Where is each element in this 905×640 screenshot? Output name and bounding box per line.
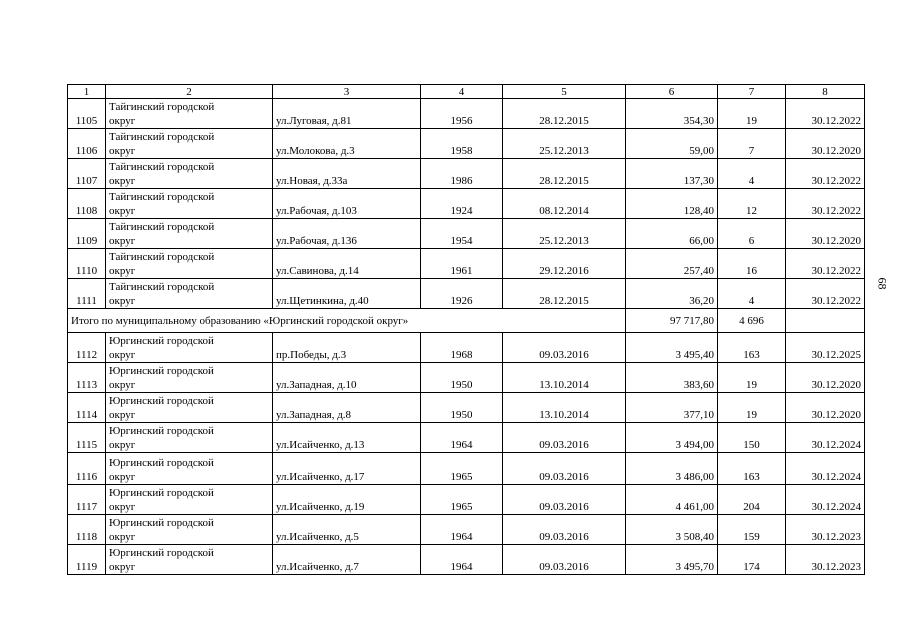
municipality-name-line2: округ [109,349,136,361]
year-built: 1986 [421,159,503,189]
table-row [68,545,865,575]
planned-date: 30.12.2024 [786,485,865,515]
recognition-date: 28.12.2015 [503,99,626,129]
municipality-name-line1: Тайгинский городской [109,131,215,143]
area: 383,60 [626,363,718,393]
municipality-name-line2: округ [109,471,136,483]
residents-count: 19 [718,393,786,423]
row-number: 1110 [68,249,106,279]
planned-date: 30.12.2024 [786,423,865,453]
residents-count: 159 [718,515,786,545]
municipality-name-line2: округ [109,409,136,421]
municipality-name-line1: Юргинский городской [109,487,214,499]
area: 377,10 [626,393,718,423]
row-number: 1114 [68,393,106,423]
total-label: Итого по муниципальному образованию «Юргинский городской округ» [68,309,626,333]
residents-count: 16 [718,249,786,279]
column-number: 1 [68,85,106,99]
address: ул.Исайченко, д.7 [273,545,421,575]
area: 257,40 [626,249,718,279]
column-number: 8 [786,85,865,99]
table-row [68,159,865,189]
year-built: 1964 [421,515,503,545]
recognition-date: 09.03.2016 [503,545,626,575]
municipality-name-line2: округ [109,115,136,127]
municipality-name-line2: округ [109,379,136,391]
municipality-name-line2: округ [109,235,136,247]
municipality-name-line2: округ [109,531,136,543]
area: 66,00 [626,219,718,249]
recognition-date: 25.12.2013 [503,219,626,249]
municipality-name-line2: округ [109,265,136,277]
column-number: 2 [106,85,273,99]
area: 4 461,00 [626,485,718,515]
municipality-name [106,545,273,575]
address: ул.Исайченко, д.13 [273,423,421,453]
total-empty-cell [786,309,865,333]
municipality-name-line1: Тайгинский городской [109,221,215,233]
recognition-date: 29.12.2016 [503,249,626,279]
municipality-name [106,485,273,515]
year-built: 1961 [421,249,503,279]
planned-date: 30.12.2022 [786,189,865,219]
year-built: 1950 [421,393,503,423]
year-built: 1950 [421,363,503,393]
column-number: 7 [718,85,786,99]
municipality-name [106,189,273,219]
year-built: 1926 [421,279,503,309]
table-row [68,249,865,279]
planned-date: 30.12.2023 [786,545,865,575]
table-row [68,515,865,545]
recognition-date: 08.12.2014 [503,189,626,219]
year-built: 1965 [421,453,503,485]
address: ул.Западная, д.8 [273,393,421,423]
year-built: 1968 [421,333,503,363]
recognition-date: 09.03.2016 [503,515,626,545]
residents-count: 4 [718,159,786,189]
row-number: 1108 [68,189,106,219]
page-number: 68 [875,277,890,290]
address: ул.Исайченко, д.17 [273,453,421,485]
municipality-name-line1: Юргинский городской [109,425,214,437]
address: ул.Луговая, д.81 [273,99,421,129]
column-number: 4 [421,85,503,99]
municipality-name [106,159,273,189]
area: 128,40 [626,189,718,219]
table-row [68,363,865,393]
residents-count: 6 [718,219,786,249]
area: 36,20 [626,279,718,309]
table-row [68,333,865,363]
municipality-name-line2: округ [109,175,136,187]
row-number: 1106 [68,129,106,159]
address: ул.Рабочая, д.103 [273,189,421,219]
municipality-name [106,363,273,393]
municipality-name-line1: Тайгинский городской [109,161,215,173]
recognition-date: 25.12.2013 [503,129,626,159]
table-row [68,279,865,309]
municipality-name-line1: Юргинский городской [109,547,214,559]
municipality-name-line1: Тайгинский городской [109,281,215,293]
column-number: 5 [503,85,626,99]
planned-date: 30.12.2023 [786,515,865,545]
year-built: 1924 [421,189,503,219]
planned-date: 30.12.2022 [786,99,865,129]
year-built: 1954 [421,219,503,249]
residents-count: 204 [718,485,786,515]
municipality-name-line2: округ [109,561,136,573]
column-number: 3 [273,85,421,99]
column-number: 6 [626,85,718,99]
municipality-name [106,515,273,545]
planned-date: 30.12.2022 [786,249,865,279]
municipality-name-line1: Юргинский городской [109,335,214,347]
municipality-name-line2: округ [109,501,136,513]
municipality-name-line1: Тайгинский городской [109,251,215,263]
area: 3 508,40 [626,515,718,545]
municipality-name-line2: округ [109,145,136,157]
year-built: 1956 [421,99,503,129]
residents-count: 174 [718,545,786,575]
residents-count: 7 [718,129,786,159]
residents-count: 150 [718,423,786,453]
planned-date: 30.12.2020 [786,363,865,393]
municipality-name-line1: Юргинский городской [109,395,214,407]
table-row [68,189,865,219]
address: ул.Щетинкина, д.40 [273,279,421,309]
residents-count: 19 [718,363,786,393]
municipality-name-line2: округ [109,439,136,451]
area: 3 495,70 [626,545,718,575]
address: ул.Молокова, д.3 [273,129,421,159]
table-row [68,453,865,485]
planned-date: 30.12.2022 [786,159,865,189]
municipality-name-line1: Юргинский городской [109,457,214,469]
row-number: 1109 [68,219,106,249]
municipality-name-line1: Юргинский городской [109,365,214,377]
table-row [68,129,865,159]
row-number: 1119 [68,545,106,575]
municipality-name [106,99,273,129]
municipality-name-line1: Тайгинский городской [109,101,215,113]
planned-date: 30.12.2022 [786,279,865,309]
municipality-name-line2: округ [109,295,136,307]
residents-count: 163 [718,333,786,363]
year-built: 1964 [421,423,503,453]
row-number: 1116 [68,453,106,485]
municipality-name [106,423,273,453]
row-number: 1117 [68,485,106,515]
address: ул.Западная, д.10 [273,363,421,393]
municipality-name [106,279,273,309]
residents-count: 12 [718,189,786,219]
column-number-row [68,85,865,99]
housing-table [67,84,865,575]
recognition-date: 28.12.2015 [503,279,626,309]
row-number: 1107 [68,159,106,189]
recognition-date: 09.03.2016 [503,453,626,485]
total-row [68,309,865,333]
municipality-name [106,333,273,363]
municipality-name [106,249,273,279]
municipality-name-line1: Юргинский городской [109,517,214,529]
recognition-date: 09.03.2016 [503,485,626,515]
area: 354,30 [626,99,718,129]
address: ул.Исайченко, д.5 [273,515,421,545]
area: 3 494,00 [626,423,718,453]
municipality-name [106,129,273,159]
recognition-date: 13.10.2014 [503,363,626,393]
residents-count: 4 [718,279,786,309]
table-row [68,393,865,423]
recognition-date: 09.03.2016 [503,423,626,453]
residents-count: 163 [718,453,786,485]
area: 3 486,00 [626,453,718,485]
year-built: 1964 [421,545,503,575]
municipality-name [106,453,273,485]
municipality-name [106,219,273,249]
municipality-name-line1: Тайгинский городской [109,191,215,203]
total-area: 97 717,80 [626,309,718,333]
total-residents: 4 696 [718,309,786,333]
planned-date: 30.12.2020 [786,393,865,423]
table-row [68,219,865,249]
planned-date: 30.12.2025 [786,333,865,363]
planned-date: 30.12.2020 [786,219,865,249]
municipality-name-line2: округ [109,205,136,217]
planned-date: 30.12.2024 [786,453,865,485]
row-number: 1111 [68,279,106,309]
area: 59,00 [626,129,718,159]
recognition-date: 28.12.2015 [503,159,626,189]
municipality-name [106,393,273,423]
row-number: 1113 [68,363,106,393]
row-number: 1118 [68,515,106,545]
address: ул.Новая, д.33а [273,159,421,189]
address: ул.Рабочая, д.136 [273,219,421,249]
row-number: 1105 [68,99,106,129]
row-number: 1112 [68,333,106,363]
row-number: 1115 [68,423,106,453]
area: 137,30 [626,159,718,189]
table-row [68,99,865,129]
recognition-date: 13.10.2014 [503,393,626,423]
address: ул.Исайченко, д.19 [273,485,421,515]
year-built: 1965 [421,485,503,515]
recognition-date: 09.03.2016 [503,333,626,363]
address: ул.Савинова, д.14 [273,249,421,279]
table-row [68,423,865,453]
area: 3 495,40 [626,333,718,363]
planned-date: 30.12.2020 [786,129,865,159]
residents-count: 19 [718,99,786,129]
table-row [68,485,865,515]
year-built: 1958 [421,129,503,159]
address: пр.Победы, д.3 [273,333,421,363]
